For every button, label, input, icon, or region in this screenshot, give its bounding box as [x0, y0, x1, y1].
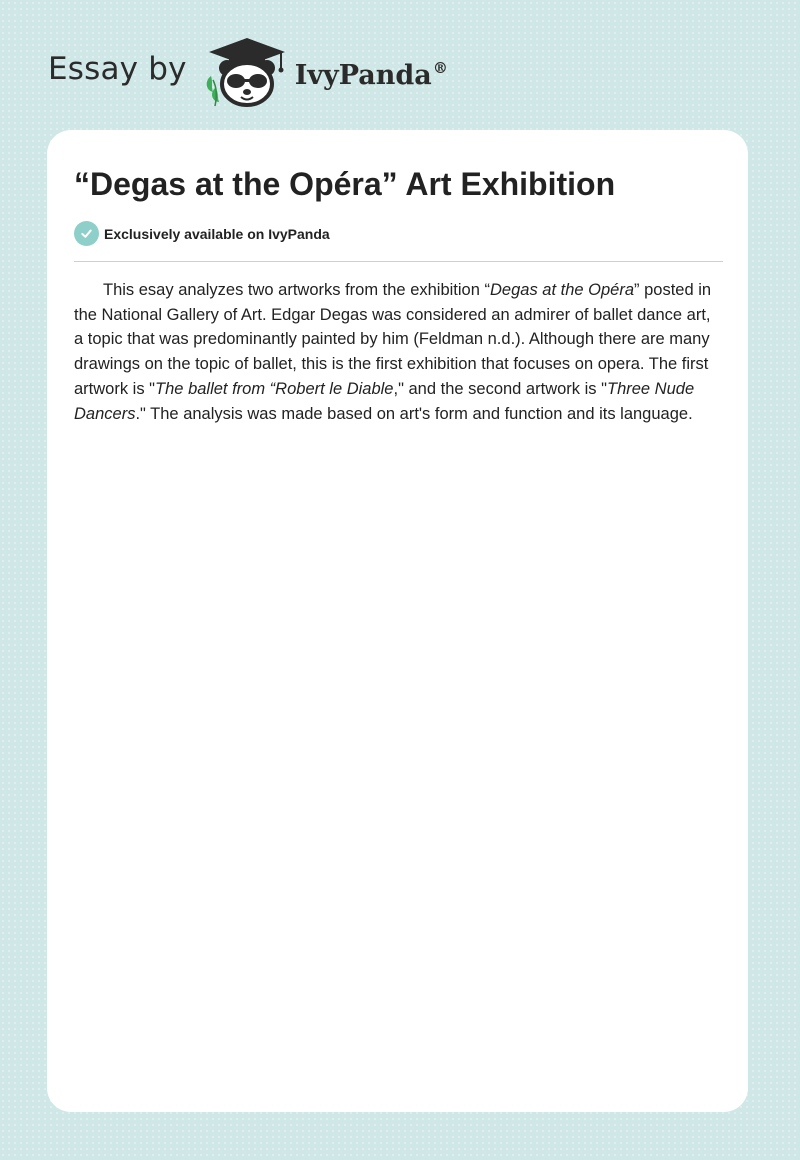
brand-name: IvyPanda®: [294, 59, 448, 91]
page-title: “Degas at the Opéra” Art Exhibition: [74, 166, 616, 202]
site-header-logo[interactable]: [48, 36, 448, 108]
exclusive-badge-text: Exclusively available on IvyPanda: [104, 225, 330, 242]
intro-paragraph: This esay analyzes two artworks from the exhibition “Degas at the Opéra” posted in the National Gallery of Art. Edgar Degas was considered an admirer of ballet dance art, a topic that was predominantly painted by him (Feldman n.d.). Although there are many drawings on the topic of ballet, this is the first exhibition that focuses on opera. The first artwork is "The ballet from “Robert le Diable," and the second artwork is "Three Nude Dancers." The analysis was made based on art's form and function and its language.: [74, 281, 712, 423]
check-circle-icon: [74, 221, 99, 246]
divider: [74, 261, 723, 262]
exhibition-title: Degas at the Opéra: [490, 281, 635, 299]
essay-body: [74, 278, 723, 426]
essay-by-label: Essay by: [48, 51, 187, 87]
essay-card: [47, 130, 748, 1112]
registered-mark: ®: [432, 59, 448, 77]
panda-graduate-mascot-icon: [201, 36, 293, 108]
artwork-title-2: Three Nude Dancers: [74, 379, 695, 423]
artwork-title-1: The ballet from “Robert le Diable: [155, 379, 394, 398]
exclusive-badge: [74, 221, 330, 246]
